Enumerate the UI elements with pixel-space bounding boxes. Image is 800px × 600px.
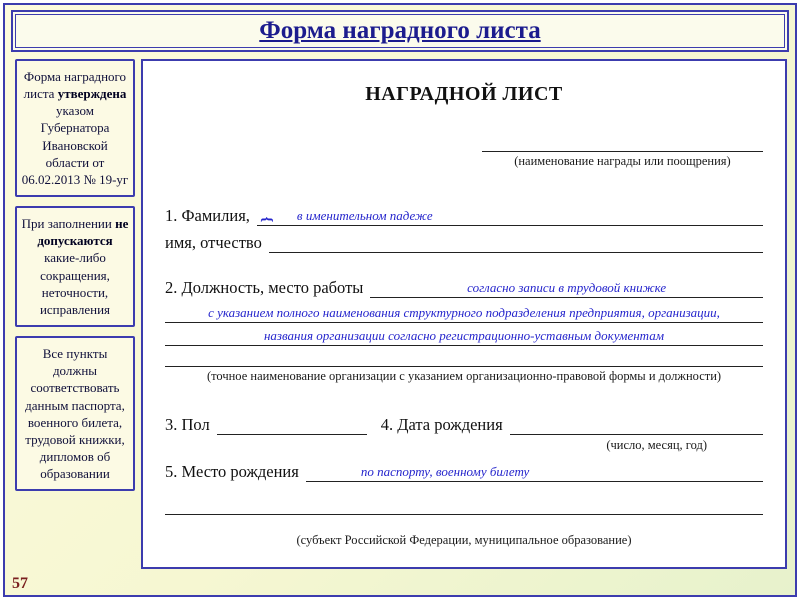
note-match-documents-text: Все пункты должны соответствовать данным паспорта, военного билета, трудовой книжки, дипломов об образовании [25, 346, 125, 482]
sidebar [15, 59, 135, 491]
field-birthplace-extra-blank-line [165, 498, 763, 515]
note-approved-post: указом Губернатора Ивановской области от 06.02.2013 № 19-уг [21, 103, 129, 187]
field-birthplace [165, 461, 763, 482]
hint-organization-name-line: названия организации согласно регистрационно-уставным документам [165, 328, 763, 346]
field-position-caption: (точное наименование организации с указанием организационно-правовой формы и должности) [206, 369, 722, 383]
hint-employment-record: согласно записи в трудовой книжке [467, 280, 667, 295]
note-match-documents [15, 336, 135, 491]
slide-title-bar [11, 10, 789, 52]
field-birthdate-caption: (число, месяц, год) [606, 438, 707, 452]
note-no-abbreviations [15, 206, 135, 327]
field-sex-and-birthdate [165, 414, 763, 435]
note-approved-pre: Форма наградного листа [23, 69, 127, 102]
field-name-patronymic-label: имя, отчество [165, 233, 262, 252]
brace-icon: { [258, 216, 275, 223]
field-surname-label: 1. Фамилия, [165, 206, 250, 225]
form-title: НАГРАДНОЙ ЛИСТ [365, 83, 563, 105]
field-name-patronymic [165, 232, 763, 253]
field-birthdate-blank-line [510, 414, 763, 435]
hint-structural-unit-line: с указанием полного наименования структурного подразделения предприятия, организации, [165, 305, 763, 323]
field-position-extra-blank-line [165, 350, 763, 367]
field-birthplace-caption: (субъект Российской Федерации, муниципальное образование) [296, 533, 632, 547]
field-position [165, 277, 763, 298]
note-no-abbr-bold: не допускаются [37, 216, 129, 249]
hint-nominative-case: в именительном падеже [296, 208, 433, 223]
field-surname [165, 205, 763, 226]
note-approved-bold: утверждена [57, 86, 127, 102]
field-birthdate-label: 4. Дата рождения [380, 415, 503, 434]
award-name-caption: (наименование награды или поощрения) [514, 154, 731, 168]
note-no-abbr-post: какие-либо сокращения, неточности, исправления [39, 250, 111, 317]
field-position-label: 2. Должность, место работы [165, 278, 364, 297]
page-number: 57 [12, 575, 28, 592]
award-name-block [482, 136, 763, 169]
slide-title: Форма наградного листа [259, 17, 541, 44]
hint-passport-military-id: по паспорту, военному билету [360, 464, 530, 479]
slide-frame [3, 3, 797, 597]
slide-title-inner-frame [15, 14, 785, 48]
field-birthplace-label: 5. Место рождения [165, 462, 299, 481]
field-sex-blank-line [217, 414, 367, 435]
field-birthplace-blank-line [306, 461, 763, 482]
award-name-blank-line [482, 136, 763, 152]
field-sex-label: 3. Пол [165, 415, 210, 434]
field-position-blank-line [370, 277, 763, 298]
field-surname-blank-line [257, 205, 763, 226]
note-no-abbr-pre: При заполнении [21, 216, 116, 232]
field-name-patronymic-blank-line [269, 232, 763, 253]
award-form-sheet [141, 59, 787, 569]
note-approved-by [15, 59, 135, 197]
